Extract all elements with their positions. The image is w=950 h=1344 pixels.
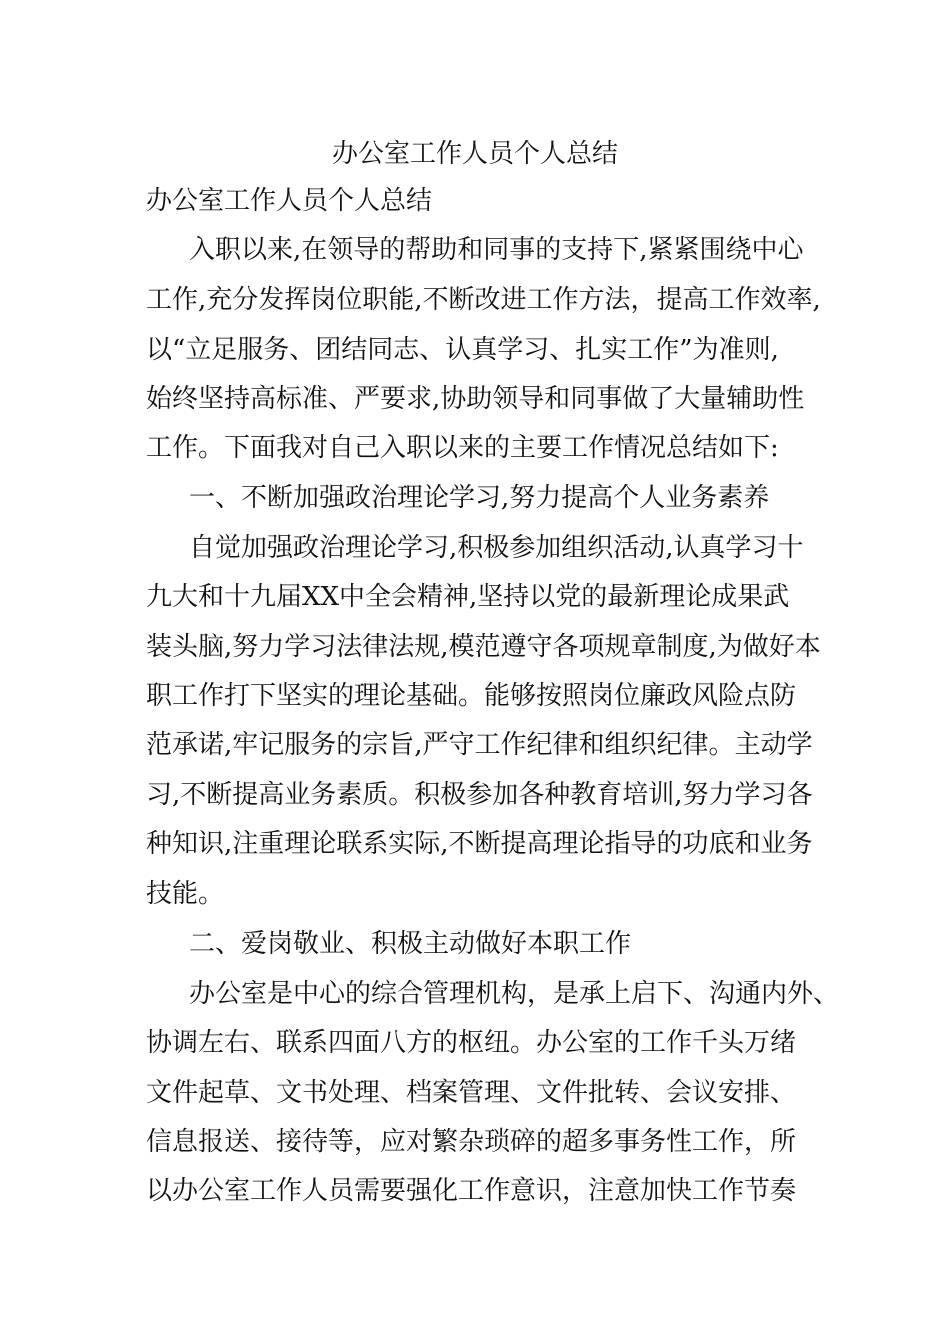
paragraph-line: 自觉加强政治理论学习,积极参加组织活动,认真学习十 <box>189 533 804 563</box>
paragraph-line: 始终坚持高标准、严要求,协助领导和同事做了大量辅助性 <box>146 384 805 414</box>
paragraph-line: 信息报送、接待等，应对繁杂琐碎的超多事务性工作，所 <box>146 1127 797 1157</box>
paragraph-line: 装头脑,努力学习法律法规,模范遵守各项规章制度,为做好本 <box>146 632 821 662</box>
paragraph-line: 入职以来,在领导的帮助和同事的支持下,紧紧围绕中心 <box>189 235 804 265</box>
section-heading-2: 二、爱岗敬业、积极主动做好本职工作 <box>189 929 632 959</box>
paragraph-line: 以“立足服务、团结同志、认真学习、扎实工作”为准则, <box>146 335 779 365</box>
paragraph-line: 职工作打下坚实的理论基础。能够按照岗位廉政风险点防 <box>146 681 797 711</box>
paragraph-line: 以办公室工作人员需要强化工作意识，注意加快工作节奏 <box>146 1176 797 1206</box>
paragraph-line: 范承诺,牢记服务的宗旨,严守工作纪律和组织纪律。主动学 <box>146 730 813 760</box>
section-heading-1: 一、不断加强政治理论学习,努力提高个人业务素养 <box>189 483 770 513</box>
subtitle: 办公室工作人员个人总结 <box>146 186 433 216</box>
document-title: 办公室工作人员个人总结 <box>331 139 618 169</box>
paragraph-line: 种知识,注重理论联系实际,不断提高理论指导的功底和业务 <box>146 829 813 859</box>
paragraph-line: 办公室是中心的综合管理机构，是承上启下、沟通内外、 <box>189 979 840 1009</box>
paragraph-line: 技能。 <box>146 879 225 909</box>
paragraph-line: 九大和十九届XX中全会精神,坚持以党的最新理论成果武 <box>146 582 790 612</box>
paragraph-line: 协调左右、联系四面八方的枢纽。办公室的工作千头万绪 <box>146 1028 797 1058</box>
paragraph-line: 文件起草、文书处理、档案管理、文件批转、会议安排、 <box>146 1078 797 1108</box>
paragraph-line: 习,不断提高业务素质。积极参加各种教育培训,努力学习各 <box>146 780 813 810</box>
paragraph-line: 工作。下面我对自己入职以来的主要工作情况总结如下: <box>146 433 779 463</box>
paragraph-line: 工作,充分发挥岗位职能,不断改进工作方法，提高工作效率, <box>146 285 821 315</box>
